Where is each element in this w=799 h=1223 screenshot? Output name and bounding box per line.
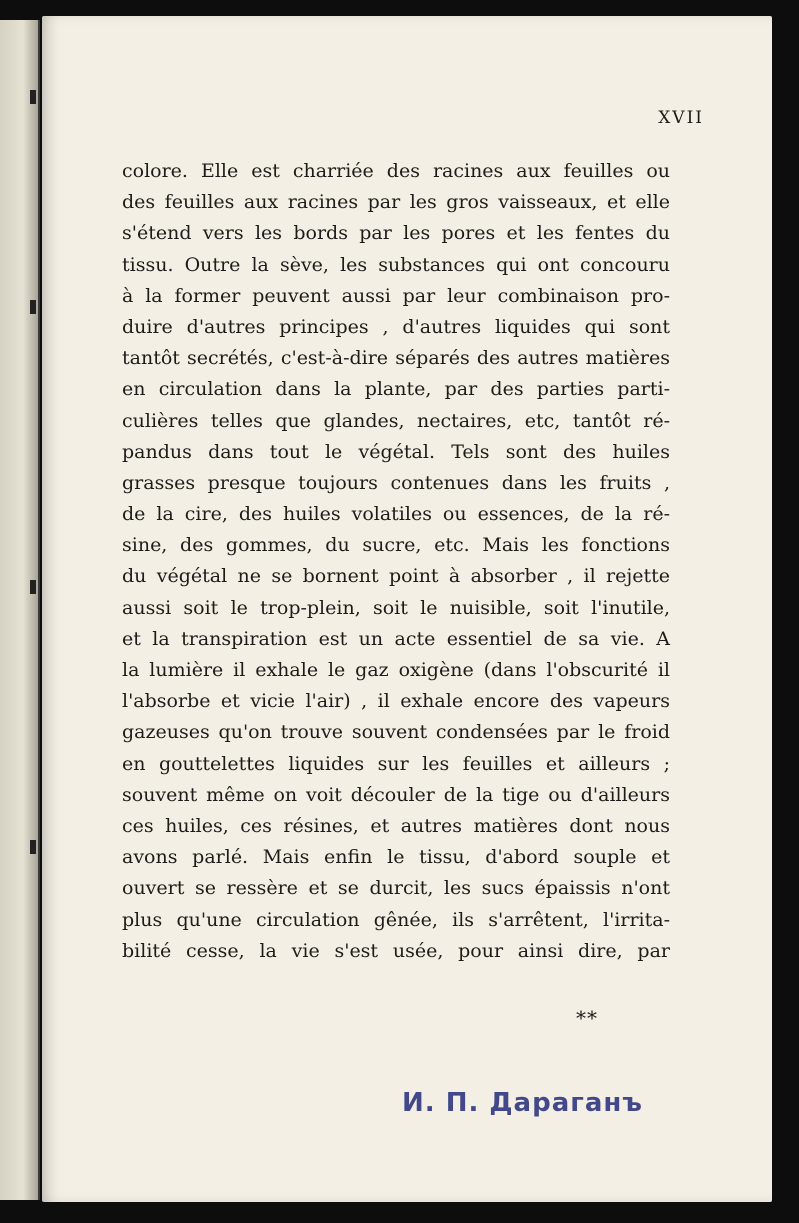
text-line: ces huiles, ces résines, et autres matières dont nous: [122, 814, 670, 837]
text-line: colore. Elle est charriée des racines aux feuilles ou: [122, 160, 670, 182]
page-edge-mark: [30, 300, 36, 314]
text-line: de la cire, des huiles volatiles ou essences, de la ré-: [122, 503, 670, 526]
page-edge-mark: [30, 90, 36, 104]
ownership-stamp: И. П. Дараганъ: [402, 1088, 643, 1118]
text-line: l'absorbe et vicie l'air) , il exhale encore des vapeurs: [122, 690, 670, 713]
text-line: du végétal ne se bornent point à absorber , il rejette: [122, 565, 670, 588]
text-line: souvent même on voit découler de la tige ou d'ailleurs: [122, 783, 670, 806]
text-line: et la transpiration est un acte essentiel de sa vie. A: [122, 627, 670, 650]
left-page-edge: [0, 20, 40, 1200]
text-line: duire d'autres principes , d'autres liquides qui sont: [122, 315, 670, 338]
text-line: en circulation dans la plante, par des parties parti-: [122, 378, 670, 401]
text-line: grasses presque toujours contenues dans les fruits ,: [122, 471, 670, 494]
body-text: [122, 156, 670, 967]
text-line: sine, des gommes, du sucre, etc. Mais les fonctions: [122, 534, 670, 557]
text-line: bilité cesse, la vie s'est usée, pour ainsi dire, par: [122, 939, 670, 962]
text-line: des feuilles aux racines par les gros vaisseaux, et elle: [122, 191, 670, 214]
text-line: tissu. Outre la sève, les substances qui ont concouru: [122, 253, 670, 276]
page-number: XVII: [658, 108, 704, 128]
text-line: pandus dans tout le végétal. Tels sont des huiles: [122, 440, 670, 463]
book-page: [42, 16, 772, 1202]
text-line: gazeuses qu'on trouve souvent condensées par le froid: [122, 721, 670, 744]
text-line: ouvert se ressère et se durcit, les sucs épaissis n'ont: [122, 877, 670, 900]
text-line: plus qu'une circulation gênée, ils s'arrêtent, l'irrita-: [122, 908, 670, 931]
text-line: tantôt secrétés, c'est-à-dire séparés des autres matières: [122, 347, 670, 370]
signature-mark: **: [576, 1006, 598, 1030]
text-line: à la former peuvent aussi par leur combinaison pro-: [122, 284, 670, 307]
text-line: s'étend vers les bords par les pores et les fentes du: [122, 222, 670, 245]
text-line: la lumière il exhale le gaz oxigène (dans l'obscurité il: [122, 659, 670, 681]
page-edge-mark: [30, 840, 36, 854]
text-line: culières telles que glandes, nectaires, etc, tantôt ré-: [122, 409, 670, 432]
page-edge-mark: [30, 580, 36, 594]
text-line: aussi soit le trop-plein, soit le nuisible, soit l'inutile,: [122, 596, 670, 619]
text-line: en gouttelettes liquides sur les feuilles et ailleurs ;: [122, 752, 670, 775]
text-line: avons parlé. Mais enfin le tissu, d'abord souple et: [122, 846, 670, 869]
